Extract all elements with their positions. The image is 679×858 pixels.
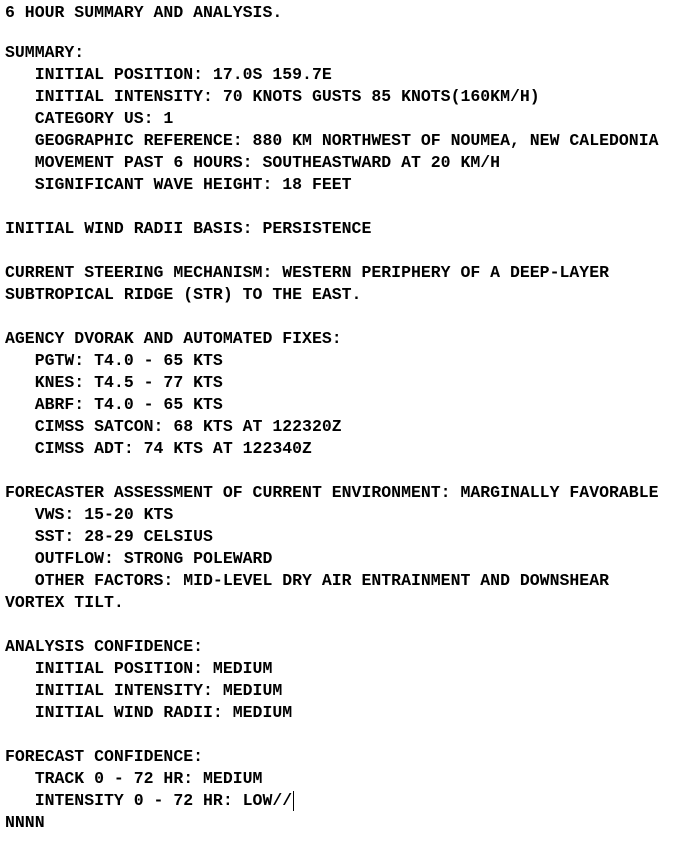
text-line bbox=[5, 174, 659, 196]
blank-line bbox=[5, 460, 659, 482]
text-line bbox=[5, 130, 659, 152]
line-text: PGTW: T4.0 - 65 KTS bbox=[5, 351, 223, 370]
line-text: SUBTROPICAL RIDGE (STR) TO THE EAST. bbox=[5, 285, 362, 304]
line-text: INITIAL INTENSITY: MEDIUM bbox=[5, 681, 283, 700]
blank-line bbox=[5, 240, 659, 262]
line-text: ANALYSIS CONFIDENCE: bbox=[5, 637, 204, 656]
text-line bbox=[5, 218, 659, 240]
line-text: ABRF: T4.0 - 65 KTS bbox=[5, 395, 223, 414]
line-text: NNNN bbox=[5, 813, 45, 832]
text-cursor bbox=[293, 791, 294, 811]
text-line bbox=[5, 438, 659, 460]
text-line bbox=[5, 262, 659, 284]
line-text: FORECAST CONFIDENCE: bbox=[5, 747, 204, 766]
line-text: SUMMARY: bbox=[5, 43, 85, 62]
text-line bbox=[5, 592, 659, 614]
text-line bbox=[5, 86, 659, 108]
text-line bbox=[5, 746, 659, 768]
line-text: MOVEMENT PAST 6 HOURS: SOUTHEASTWARD AT 20 KM/H bbox=[5, 153, 501, 172]
text-line bbox=[5, 504, 659, 526]
text-line bbox=[5, 636, 659, 658]
text-line bbox=[5, 680, 659, 702]
blank-line bbox=[5, 724, 659, 746]
line-text: INITIAL WIND RADII: MEDIUM bbox=[5, 703, 293, 722]
line-text: INITIAL INTENSITY: 70 KNOTS GUSTS 85 KNOTS(160KM/H) bbox=[5, 87, 540, 106]
text-line bbox=[5, 416, 659, 438]
line-text: SIGNIFICANT WAVE HEIGHT: 18 FEET bbox=[5, 175, 352, 194]
blank-line bbox=[5, 196, 659, 218]
text-line bbox=[5, 658, 659, 680]
line-text: GEOGRAPHIC REFERENCE: 880 KM NORTHWEST OF NOUMEA, NEW CALEDONIA bbox=[5, 131, 659, 150]
text-line bbox=[5, 482, 659, 504]
text-line bbox=[5, 790, 659, 812]
text-line bbox=[5, 64, 659, 86]
text-line bbox=[5, 526, 659, 548]
blank-line bbox=[5, 24, 659, 42]
blank-line bbox=[5, 306, 659, 328]
line-text: OTHER FACTORS: MID-LEVEL DRY AIR ENTRAINMENT AND DOWNSHEAR bbox=[5, 571, 609, 590]
text-line bbox=[5, 812, 659, 834]
line-text: SST: 28-29 CELSIUS bbox=[5, 527, 213, 546]
text-line bbox=[5, 284, 659, 306]
line-text: KNES: T4.5 - 77 KTS bbox=[5, 373, 223, 392]
text-line bbox=[5, 328, 659, 350]
line-text: VORTEX TILT. bbox=[5, 593, 124, 612]
text-line bbox=[5, 350, 659, 372]
text-line bbox=[5, 702, 659, 724]
line-text: OUTFLOW: STRONG POLEWARD bbox=[5, 549, 273, 568]
bulletin-body bbox=[5, 42, 659, 834]
document-title: 6 HOUR SUMMARY AND ANALYSIS. bbox=[5, 3, 283, 22]
text-line bbox=[5, 372, 659, 394]
text-line bbox=[5, 108, 659, 130]
bulletin-document[interactable] bbox=[5, 0, 659, 834]
line-text: FORECASTER ASSESSMENT OF CURRENT ENVIRONMENT: MARGINALLY FAVORABLE bbox=[5, 483, 659, 502]
line-text: CURRENT STEERING MECHANISM: WESTERN PERIPHERY OF A DEEP-LAYER bbox=[5, 263, 609, 282]
text-line bbox=[5, 570, 659, 592]
line-text: CATEGORY US: 1 bbox=[5, 109, 174, 128]
line-text: TRACK 0 - 72 HR: MEDIUM bbox=[5, 769, 263, 788]
line-text: INITIAL POSITION: 17.0S 159.7E bbox=[5, 65, 332, 84]
text-line bbox=[5, 768, 659, 790]
text-line bbox=[5, 394, 659, 416]
line-text: INITIAL WIND RADII BASIS: PERSISTENCE bbox=[5, 219, 372, 238]
line-text: CIMSS SATCON: 68 KTS AT 122320Z bbox=[5, 417, 342, 436]
line-text: AGENCY DVORAK AND AUTOMATED FIXES: bbox=[5, 329, 342, 348]
line-text: INTENSITY 0 - 72 HR: LOW// bbox=[5, 791, 293, 810]
text-line bbox=[5, 152, 659, 174]
line-text: CIMSS ADT: 74 KTS AT 122340Z bbox=[5, 439, 312, 458]
blank-line bbox=[5, 614, 659, 636]
line-text: INITIAL POSITION: MEDIUM bbox=[5, 659, 273, 678]
line-text: VWS: 15-20 KTS bbox=[5, 505, 174, 524]
text-line bbox=[5, 548, 659, 570]
text-line bbox=[5, 42, 659, 64]
